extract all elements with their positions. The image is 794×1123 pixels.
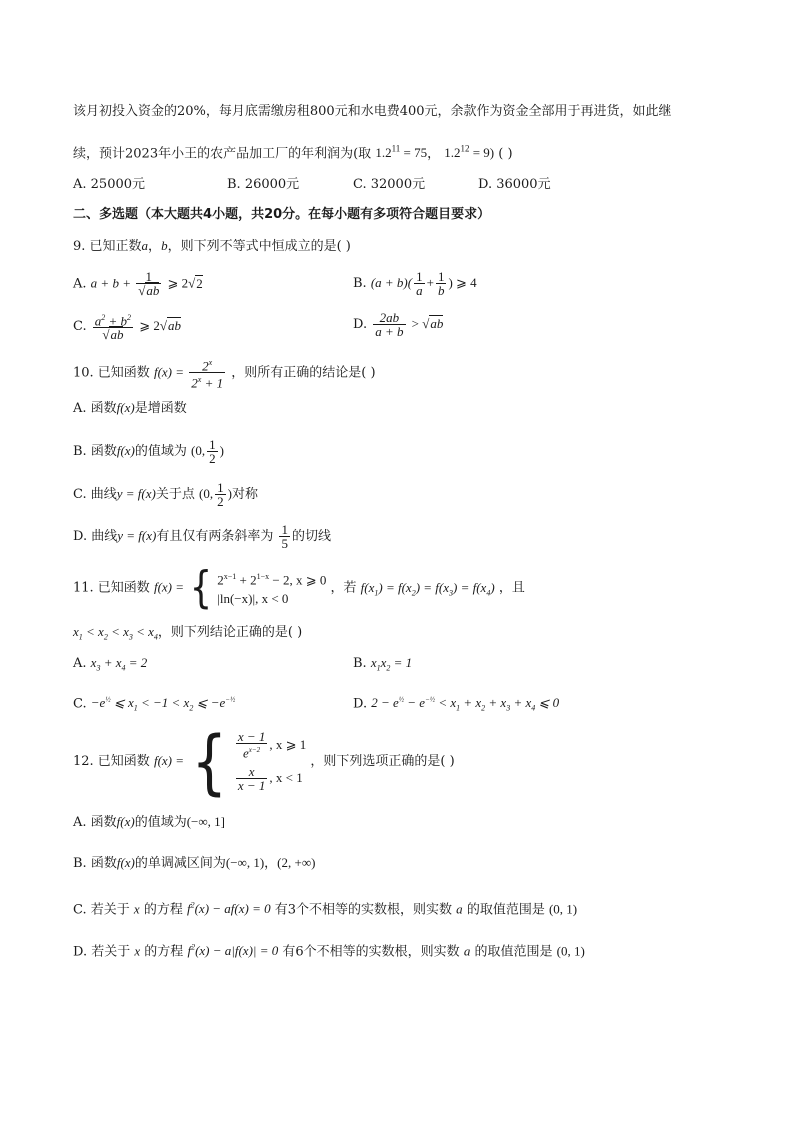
section2-heading: 二、多选题（本大题共4小题，共20分。在每小题有多项符合题目要求）	[73, 207, 491, 222]
q10-option-d: D. 曲线y = f(x)有且仅有两条斜率为 $\frac{1}{5}$ 的切线	[73, 522, 331, 551]
q9-option-b: B. (a + b)( $\frac{1}{a}$ + $\frac{1}{b}$ ) ⩾ 4	[353, 269, 477, 298]
q9-option-c: C. $\frac{a^2 + b^2}{√ab}$ ⩾ 2√ab	[73, 313, 181, 343]
q11-option-d: D. $2 - e^{\frac{1}{2}} - e^{-\frac{1}{2}} < x_1 + x_2 + x_3 + x_4$ ⩽ 0	[353, 695, 560, 713]
q11-option-b: B. $x_1x_2 = 1$	[353, 655, 413, 673]
q11-condition: $x_1 < x_2 < x_3 < x_4$，则下列结论正确的是( )	[73, 624, 303, 642]
q9-option-a: A. a + b + $\frac{1}{√ab}$ ⩾ 2√2	[73, 269, 203, 298]
q10-option-c: C. 曲线y = f(x)关于点 (0, $\frac{1}{2}$ )对称	[73, 480, 258, 509]
q11-stem: 11. 已知函数 f(x) = { $2^{x-1} + 2^{1-x} - 2$, x ⩾ 0 |ln(−x)|, x < 0 ，若 $f(x_1) = f(x_2) = f(x_3) = f(x_4)$ ，且	[73, 562, 525, 613]
q12-option-d: D. 若关于 x 的方程 $f^2(x) - a|f(x)| = 0$ 有6个不相等的实数根，则实数 a 的取值范围是 (0, 1)	[73, 943, 585, 960]
q8-option-a: A. 25000元	[73, 177, 146, 192]
q12-stem: 12. 已知函数 f(x) = { $\frac{x - 1}{e^{x-2}}$ , x ⩾ 1 $\frac{x}{x - 1}$ , x < 1 ，则下列选项正确的是( )	[73, 720, 455, 803]
q9-option-d: D. $\frac{2ab}{a + b}$ > √ab	[353, 310, 444, 339]
q8-option-d: D. 36000元	[478, 177, 551, 192]
q11-option-a: A. $x_3 + x_4 = 2$	[73, 655, 148, 673]
q12-option-a: A. 函数f(x)的值域为(−∞, 1]	[73, 814, 225, 830]
q12-option-c: C. 若关于 x 的方程 $f^2(x) - af(x) = 0$ 有3个不相等的实数根，则实数 a 的取值范围是 (0, 1)	[73, 901, 578, 918]
q8-option-c: C. 32000元	[353, 177, 426, 192]
q8-line1: 该月初投入资金的20%，每月底需缴房租800元和水电费400元，余款作为资金全部用于再进货，如此继	[73, 104, 672, 119]
q10-option-a: A. 函数f(x)是增函数	[73, 400, 187, 416]
q8-option-b: B. 26000元	[227, 177, 300, 192]
q9-stem: 9. 已知正数a，b，则下列不等式中恒成立的是( )	[73, 238, 351, 254]
q10-stem: 10. 已知函数 f(x) = $\frac{2^x}{2^x + 1}$ ，则所有正确的结论是( )	[73, 358, 376, 391]
q12-option-b: B. 函数f(x)的单调减区间为(−∞, 1)，(2, +∞)	[73, 855, 316, 871]
q10-option-b: B. 函数f(x)的值域为 (0, $\frac{1}{2}$ )	[73, 437, 224, 466]
q8-line2: 续，预计2023年小王的农产品加工厂的年利润为(取 $1.2^{11} = 75$， $1.2^{12} = 9$) ( )	[73, 144, 513, 162]
q11-option-c: C. $-e^{\frac{1}{2}}$ ⩽ $x_1 < -1 < x_2$ ⩽ $-e^{-\frac{1}{2}}$	[73, 695, 236, 713]
